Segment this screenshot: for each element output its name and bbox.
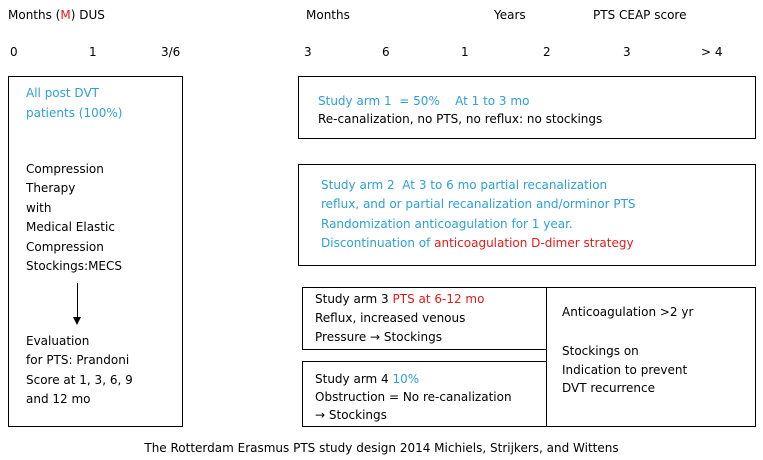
down-arrow-icon bbox=[73, 317, 81, 325]
tick-label: 3/6 bbox=[161, 45, 181, 59]
study-arm-4-highlight: 10% bbox=[392, 372, 420, 386]
study-arm-4-box bbox=[302, 361, 547, 427]
tick-label: 0 bbox=[10, 45, 18, 59]
evaluation-line: for PTS: Prandoni bbox=[26, 353, 130, 367]
tick-label: 3 bbox=[304, 45, 312, 59]
evaluation-line: Evaluation bbox=[26, 334, 90, 348]
study-arm-1-desc: Re-canalization, no PTS, no reflux: no stockings bbox=[318, 112, 603, 126]
evaluation-line: Score at 1, 3, 6, 9 bbox=[26, 373, 133, 387]
anticoagulation-line4: DVT recurrence bbox=[562, 381, 655, 395]
all-patients-line2: patients (100%) bbox=[26, 106, 123, 120]
study-arm-2-line4 bbox=[321, 236, 634, 251]
study-arm-3-title bbox=[315, 292, 484, 307]
all-patients-box bbox=[8, 76, 183, 427]
study-arm-2-box bbox=[298, 164, 756, 266]
study-arm-3-highlight: PTS at 6-12 mo bbox=[392, 292, 485, 306]
anticoagulation-line1: Anticoagulation >2 yr bbox=[562, 305, 694, 319]
therapy-line: Therapy bbox=[26, 181, 76, 195]
anticoagulation-line3: Indication to prevent bbox=[562, 363, 688, 377]
study-arm-1-box bbox=[298, 76, 756, 139]
study-arm-2-dimer: anticoagulation D-dimer strategy bbox=[434, 236, 634, 250]
study-arm-4-line3: → Stockings bbox=[315, 408, 387, 422]
header-m-label: M bbox=[60, 8, 71, 22]
figure-caption: The Rotterdam Erasmus PTS study design 2014 Michiels, Strijkers, and Wittens bbox=[144, 441, 619, 455]
therapy-line: Stockings:MECS bbox=[26, 259, 122, 273]
study-arm-2-line3: Randomization anticoagulation for 1 year. bbox=[321, 217, 573, 231]
tick-label: 6 bbox=[382, 45, 390, 59]
down-arrow-shaft bbox=[77, 283, 78, 318]
study-arm-3-line3: Pressure → Stockings bbox=[315, 330, 442, 344]
header-dus-label: ) DUS bbox=[70, 8, 105, 22]
header-pts-ceap: PTS CEAP score bbox=[593, 8, 687, 22]
therapy-line: Compression bbox=[26, 240, 104, 254]
evaluation-line: and 12 mo bbox=[26, 392, 91, 406]
header-months-label: Months ( bbox=[8, 8, 61, 22]
tick-label: 1 bbox=[89, 45, 97, 59]
therapy-line: Compression bbox=[26, 162, 104, 176]
study-arm-3-label: Study arm 3 bbox=[315, 292, 393, 306]
header-months-right: Months bbox=[306, 8, 350, 22]
study-arm-3-box bbox=[302, 287, 547, 350]
anticoagulation-line2: Stockings on bbox=[562, 344, 639, 358]
study-arm-4-line2: Obstruction = No re-canalization bbox=[315, 390, 512, 404]
tick-label: > 4 bbox=[701, 45, 723, 59]
header-months-dus bbox=[8, 8, 105, 23]
anticoagulation-box bbox=[546, 287, 756, 427]
study-arm-4-title bbox=[315, 372, 419, 387]
study-arm-1-title: Study arm 1 = 50% At 1 to 3 mo bbox=[318, 94, 530, 108]
all-patients-line1: All post DVT bbox=[26, 86, 99, 100]
header-years: Years bbox=[494, 8, 526, 22]
study-arm-2-line2: reflux, and or partial recanalization and/orminor PTS bbox=[321, 197, 636, 211]
study-arm-2-line1: Study arm 2 At 3 to 6 mo partial recanalization bbox=[321, 178, 608, 192]
tick-label: 3 bbox=[623, 45, 631, 59]
therapy-line: Medical Elastic bbox=[26, 220, 115, 234]
tick-label: 2 bbox=[543, 45, 551, 59]
study-arm-4-label: Study arm 4 bbox=[315, 372, 393, 386]
study-arm-2-discontinuation: Discontinuation of bbox=[321, 236, 435, 250]
therapy-line: with bbox=[26, 201, 52, 215]
study-arm-3-line2: Reflux, increased venous bbox=[315, 311, 466, 325]
tick-label: 1 bbox=[461, 45, 469, 59]
